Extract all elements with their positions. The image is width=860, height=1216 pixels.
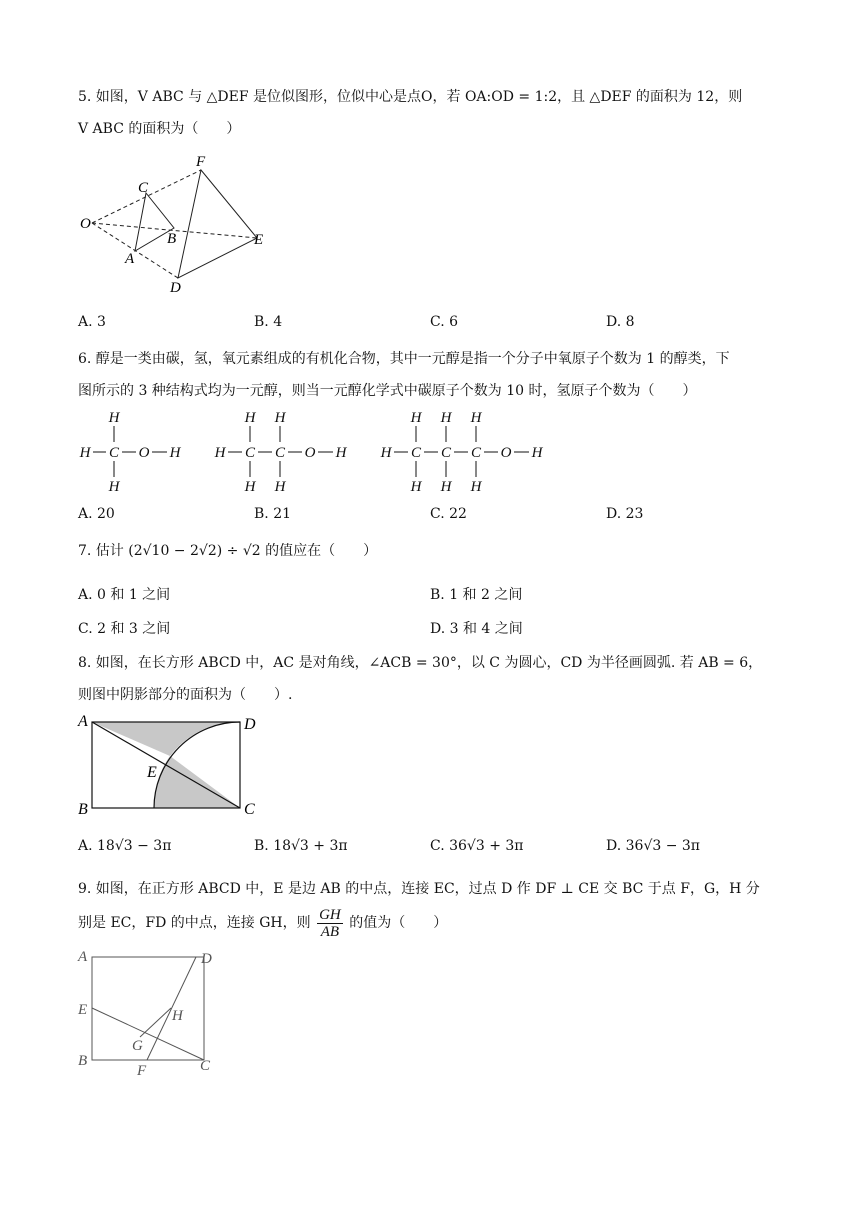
svg-text:C: C bbox=[274, 445, 286, 461]
q8-label-D: D bbox=[244, 716, 256, 733]
q8-option-c[interactable]: C. 36√3 + 3π bbox=[430, 838, 524, 854]
svg-text:O: O bbox=[304, 445, 316, 461]
q8-stem-line2: 则图中阴影部分的面积为（ ）. bbox=[78, 687, 293, 703]
q5-label-O: O bbox=[80, 216, 91, 232]
svg-text:H: H bbox=[108, 410, 120, 426]
q5-option-c[interactable]: C. 6 bbox=[430, 314, 459, 330]
svg-text:H: H bbox=[335, 445, 347, 461]
q5-option-d[interactable]: D. 8 bbox=[606, 314, 635, 330]
q9-label-D: D bbox=[201, 951, 212, 967]
svg-text:H: H bbox=[440, 479, 452, 495]
svg-text:H: H bbox=[244, 410, 256, 426]
svg-text:H: H bbox=[531, 445, 543, 461]
q8-stem-line1: 8. 如图，在长方形 ABCD 中，AC 是对角线，∠ACB = 30°，以 C 为圆心，CD 为半径画圆弧. 若 AB = 6， bbox=[78, 655, 763, 671]
q6-option-c[interactable]: C. 22 bbox=[430, 506, 467, 522]
svg-text:H: H bbox=[470, 410, 482, 426]
q8-figure bbox=[74, 710, 264, 820]
svg-text:O: O bbox=[138, 445, 150, 461]
q5-label-C: C bbox=[138, 180, 149, 196]
q5-label-F: F bbox=[196, 154, 206, 170]
q9-stem-line1: 9. 如图，在正方形 ABCD 中，E 是边 AB 的中点，连接 EC，过点 D 作 DF ⊥ CE 交 BC 于点 F，G，H 分 bbox=[78, 881, 760, 897]
svg-text:H: H bbox=[410, 479, 422, 495]
svg-text:O: O bbox=[500, 445, 512, 461]
q6-stem-line1: 6. 醇是一类由碳，氢，氧元素组成的有机化合物，其中一元醇是指一个分子中氧原子个数为 1 的醇类，下 bbox=[78, 351, 730, 367]
svg-text:C: C bbox=[244, 445, 256, 461]
svg-text:H: H bbox=[274, 410, 286, 426]
q9-label-B: B bbox=[78, 1053, 88, 1069]
q9-fraction-numerator: GH bbox=[319, 906, 341, 923]
q7-stem: 7. 估计 (2√10 − 2√2) ÷ √2 的值应在（ ） bbox=[78, 543, 378, 559]
svg-text:H: H bbox=[244, 479, 256, 495]
q8-option-d[interactable]: D. 36√3 − 3π bbox=[606, 838, 701, 854]
svg-text:H: H bbox=[108, 479, 120, 495]
svg-text:H: H bbox=[440, 410, 452, 426]
q7-option-c[interactable]: C. 2 和 3 之间 bbox=[78, 621, 171, 637]
q5-label-E: E bbox=[254, 232, 264, 248]
q6-structural-formulas bbox=[74, 402, 554, 497]
q5-option-a[interactable]: A. 3 bbox=[78, 314, 106, 330]
svg-text:H: H bbox=[274, 479, 286, 495]
q5-option-b[interactable]: B. 4 bbox=[254, 314, 283, 330]
svg-text:C: C bbox=[108, 445, 120, 461]
q9-label-G: G bbox=[132, 1038, 143, 1054]
q8-label-C: C bbox=[244, 801, 255, 818]
q5-stem-line1: 5. 如图，V ABC 与 △DEF 是位似图形，位似中心是点O，若 OA:OD = 1:2，且 △DEF 的面积为 12，则 bbox=[78, 89, 743, 105]
svg-text:C: C bbox=[440, 445, 452, 461]
svg-text:H: H bbox=[410, 410, 422, 426]
q5-stem-line2: V ABC 的面积为（ ） bbox=[78, 121, 241, 137]
q9-fraction-denominator: AB bbox=[320, 923, 340, 940]
q5-label-B: B bbox=[167, 231, 177, 247]
q6-option-d[interactable]: D. 23 bbox=[606, 506, 644, 522]
q7-option-a[interactable]: A. 0 和 1 之间 bbox=[78, 587, 171, 603]
q6-option-b[interactable]: B. 21 bbox=[254, 506, 292, 522]
svg-text:C: C bbox=[470, 445, 482, 461]
q9-fraction bbox=[317, 907, 343, 940]
q6-option-a[interactable]: A. 20 bbox=[78, 506, 115, 522]
q5-label-D: D bbox=[170, 280, 181, 296]
q8-label-B: B bbox=[78, 801, 88, 818]
q9-label-A: A bbox=[78, 949, 88, 965]
q9-stem-post: 的值为（ ） bbox=[349, 915, 448, 931]
q7-option-d[interactable]: D. 3 和 4 之间 bbox=[430, 621, 523, 637]
q9-stem-line2 bbox=[78, 906, 788, 940]
q6-stem-line2: 图所示的 3 种结构式均为一元醇，则当一元醇化学式中碳原子个数为 10 时，氢原子个数为（ ） bbox=[78, 383, 697, 399]
svg-text:C: C bbox=[410, 445, 422, 461]
q9-figure bbox=[74, 946, 234, 1078]
q9-label-C: C bbox=[200, 1058, 211, 1074]
q8-label-A: A bbox=[78, 713, 88, 730]
svg-text:H: H bbox=[79, 445, 91, 461]
q8-option-a[interactable]: A. 18√3 − 3π bbox=[78, 838, 172, 854]
svg-text:H: H bbox=[214, 445, 226, 461]
q9-label-F: F bbox=[137, 1063, 147, 1078]
q8-label-E: E bbox=[147, 764, 157, 781]
q9-label-H: H bbox=[172, 1008, 183, 1024]
q7-option-b[interactable]: B. 1 和 2 之间 bbox=[430, 587, 523, 603]
svg-text:H: H bbox=[380, 445, 392, 461]
q9-label-E: E bbox=[78, 1002, 88, 1018]
svg-text:H: H bbox=[169, 445, 181, 461]
q5-label-A: A bbox=[125, 251, 135, 267]
q9-stem-pre: 别是 EC，FD 的中点，连接 GH，则 bbox=[78, 915, 311, 931]
svg-text:H: H bbox=[470, 479, 482, 495]
q5-figure bbox=[70, 150, 280, 300]
q8-option-b[interactable]: B. 18√3 + 3π bbox=[254, 838, 348, 854]
